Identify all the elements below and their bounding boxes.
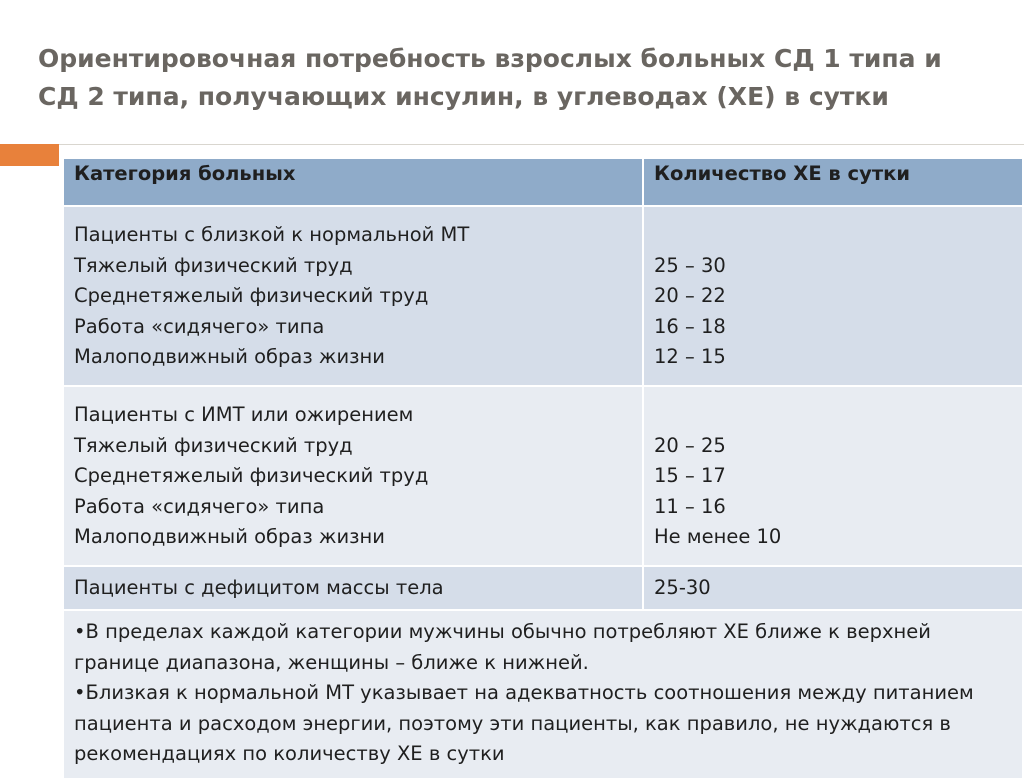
- value-spacer: [654, 220, 1012, 251]
- table-row-normal-weight: [63, 206, 1023, 386]
- title-line-2: СД 2 типа, получающих инсулин, в углеводах (ХЕ) в сутки: [38, 82, 889, 111]
- category-cell: [63, 206, 643, 386]
- slide-title: [38, 40, 998, 116]
- xe-value: Не менее 10: [654, 525, 782, 548]
- title-divider: [0, 144, 1024, 145]
- category-label: Тяжелый физический труд: [74, 433, 353, 457]
- table-row-underweight: [63, 566, 1023, 610]
- category-label: Пациенты с дефицитом массы тела: [63, 566, 643, 610]
- note-line: •Близкая к нормальной МТ указывает на адекватность соотношения между питанием: [74, 681, 974, 704]
- header-category: Категория больных: [63, 158, 643, 206]
- category-label: Среднетяжелый физический труд: [74, 284, 429, 307]
- value-cell: [643, 206, 1023, 386]
- xe-value: 15 – 17: [654, 464, 726, 487]
- xe-value: 16 – 18: [654, 314, 726, 338]
- header-xe-amount: Количество ХЕ в сутки: [643, 158, 1023, 206]
- value-cell: [643, 386, 1023, 566]
- xe-value: 25 – 30: [654, 253, 726, 277]
- xe-value: 12 – 15: [654, 345, 726, 368]
- notes-cell: [63, 610, 1023, 779]
- xe-requirements-table: [62, 157, 1024, 780]
- table-row-obesity: [63, 386, 1023, 566]
- table-notes-row: [63, 610, 1023, 779]
- group-heading: Пациенты с ИМТ или ожирением: [74, 403, 414, 426]
- table-header-row: [63, 158, 1023, 206]
- group-heading: Пациенты с близкой к нормальной МТ: [74, 223, 470, 246]
- note-line: границе диапазона, женщины – ближе к нижней.: [74, 650, 589, 674]
- category-cell: [63, 386, 643, 566]
- value-spacer: [654, 400, 1012, 431]
- category-label: Работа «сидячего» типа: [74, 494, 325, 518]
- xe-value: 25-30: [643, 566, 1023, 610]
- category-label: Малоподвижный образ жизни: [74, 525, 385, 548]
- title-line-1: Ориентировочная потребность взрослых больных СД 1 типа и: [38, 44, 942, 73]
- xe-value: 20 – 22: [654, 284, 726, 307]
- xe-value: 11 – 16: [654, 494, 726, 518]
- category-label: Среднетяжелый физический труд: [74, 464, 429, 487]
- note-line: рекомендациях по количеству ХЕ в сутки: [74, 742, 505, 765]
- xe-value: 20 – 25: [654, 433, 726, 457]
- note-line: пациента и расходом энергии, поэтому эти пациенты, как правило, не нуждаются в: [74, 711, 951, 735]
- category-label: Малоподвижный образ жизни: [74, 345, 385, 368]
- accent-bar: [0, 144, 59, 166]
- category-label: Тяжелый физический труд: [74, 253, 353, 277]
- note-line: •В пределах каждой категории мужчины обычно потребляют ХЕ ближе к верхней: [74, 620, 931, 643]
- category-label: Работа «сидячего» типа: [74, 314, 325, 338]
